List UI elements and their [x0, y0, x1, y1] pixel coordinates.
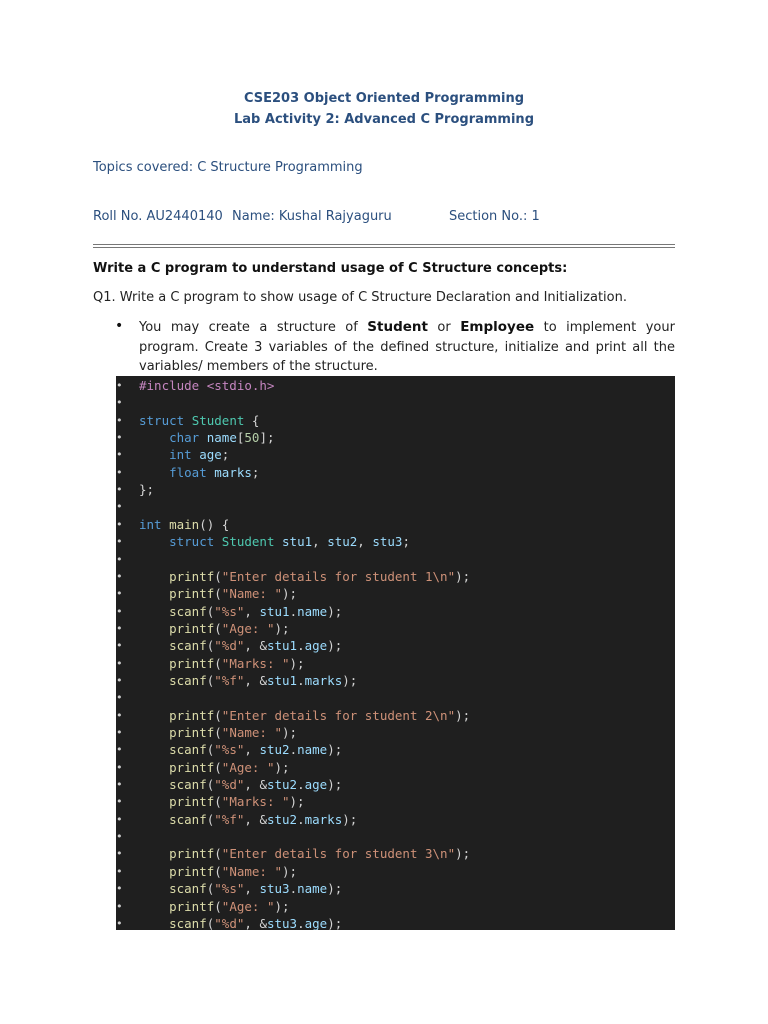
code-token: (	[214, 586, 222, 602]
code-line	[116, 707, 675, 724]
code-token: );	[327, 603, 343, 619]
code-token: "%s"	[214, 742, 245, 758]
code-token	[139, 864, 169, 879]
code-token: int	[139, 516, 170, 532]
code-bullet-icon: •	[116, 882, 123, 896]
code-line	[116, 412, 675, 429]
code-text	[139, 724, 297, 741]
section-number: Section No.: 1	[449, 209, 540, 224]
bold-student: Student	[367, 319, 428, 335]
code-bullet-icon: •	[116, 847, 123, 861]
code-token: );	[282, 586, 298, 602]
code-line	[116, 793, 675, 810]
code-token	[139, 794, 169, 809]
code-token	[139, 447, 169, 462]
code-token: name	[206, 430, 237, 446]
code-token: "%f"	[214, 811, 245, 827]
code-token: scanf	[169, 811, 207, 827]
code-line	[116, 637, 675, 654]
code-token	[139, 638, 169, 653]
bullet-text-part: to implement your program. Create 3 variables of the defined structure, initialize and print all the variables/ members of the structure.	[139, 320, 675, 374]
code-line	[116, 724, 675, 741]
divider-line-top	[93, 244, 675, 245]
code-token: "%s"	[214, 603, 245, 619]
code-token: );	[289, 794, 305, 810]
code-text	[139, 637, 342, 654]
code-token	[139, 673, 169, 688]
code-token: scanf	[169, 603, 207, 619]
code-token	[139, 742, 169, 757]
code-token: , &	[244, 672, 267, 688]
code-text	[139, 446, 229, 463]
code-token: scanf	[169, 742, 207, 758]
code-token: ,	[357, 534, 373, 550]
code-token: printf	[169, 898, 215, 914]
code-token: };	[139, 482, 155, 498]
code-bullet-icon: •	[116, 656, 123, 670]
code-token: (	[214, 725, 222, 740]
code-token: );	[455, 568, 471, 584]
code-token: printf	[169, 759, 215, 775]
code-token: Student	[191, 412, 245, 428]
code-token: .	[297, 915, 305, 930]
code-text	[139, 898, 290, 915]
code-token: .	[297, 672, 305, 688]
code-token: ,	[244, 881, 260, 897]
code-token: );	[327, 638, 343, 654]
code-line	[116, 863, 675, 880]
code-line	[116, 880, 675, 897]
code-line	[116, 689, 675, 706]
code-token: name	[297, 603, 328, 619]
code-text	[139, 464, 259, 481]
code-token: "Age: "	[221, 759, 275, 775]
code-line	[116, 776, 675, 793]
code-line	[116, 394, 675, 411]
code-token: (	[214, 620, 222, 636]
code-bullet-icon: •	[116, 673, 123, 687]
code-token: (	[206, 777, 215, 793]
code-token	[139, 569, 169, 584]
bullet-text-part: You may create a structure of	[139, 320, 368, 335]
code-text	[139, 793, 305, 810]
code-text	[139, 741, 342, 758]
code-token: name	[297, 742, 328, 758]
code-token: );	[327, 742, 343, 758]
code-bullet-icon: •	[116, 569, 123, 583]
code-token: 50	[244, 430, 260, 446]
code-token	[139, 881, 169, 896]
code-text	[139, 429, 275, 446]
code-token: printf	[169, 586, 215, 602]
code-token	[139, 430, 169, 445]
code-bullet-icon: •	[116, 795, 123, 809]
code-line	[116, 603, 675, 620]
code-token: "Age: "	[221, 620, 275, 636]
code-token: "Name: "	[221, 586, 283, 602]
code-text	[139, 655, 305, 672]
code-token: );	[274, 620, 290, 636]
code-token	[139, 846, 169, 861]
code-token: .	[289, 881, 298, 897]
code-line	[116, 620, 675, 637]
code-bullet-icon: •	[116, 396, 123, 410]
code-token: (	[206, 881, 215, 897]
code-token: (	[214, 568, 222, 584]
code-token: );	[282, 863, 298, 879]
code-token: .	[289, 603, 298, 619]
code-token: printf	[169, 863, 215, 879]
code-token: );	[327, 777, 343, 793]
code-token: "%f"	[214, 672, 245, 688]
code-token: scanf	[169, 915, 207, 930]
code-line	[116, 915, 675, 930]
code-text	[139, 603, 342, 620]
code-bullet-icon: •	[116, 379, 123, 392]
code-token: (	[206, 603, 215, 619]
bullet-icon: •	[115, 318, 124, 334]
code-line	[116, 551, 675, 568]
code-token: );	[289, 655, 305, 671]
code-token: main	[169, 516, 200, 532]
code-token: char	[169, 430, 207, 446]
code-token: printf	[169, 794, 215, 810]
code-bullet-icon: •	[116, 604, 123, 618]
code-bullet-icon: •	[116, 916, 123, 930]
code-token: stu1	[266, 638, 298, 654]
code-text	[139, 516, 229, 533]
code-token: #include <stdio.h>	[139, 378, 275, 393]
code-bullet-icon: •	[116, 639, 123, 653]
code-token	[139, 586, 169, 601]
code-token: age	[304, 777, 328, 793]
code-text	[139, 377, 274, 394]
code-token: Student	[221, 534, 283, 550]
code-line	[116, 585, 675, 602]
code-token: float	[169, 464, 215, 480]
code-token: printf	[169, 620, 215, 636]
topics-covered: Topics covered: C Structure Programming	[93, 160, 363, 175]
code-token: marks	[214, 464, 252, 480]
code-line	[116, 741, 675, 758]
code-line	[116, 446, 675, 463]
code-token: stu2	[327, 534, 358, 550]
lab-title: Lab Activity 2: Advanced C Programming	[234, 112, 534, 127]
code-token: stu1	[259, 603, 290, 619]
code-token: stu2	[259, 742, 290, 758]
code-token: age	[304, 638, 328, 654]
code-bullet-icon: •	[116, 812, 123, 826]
code-token	[139, 812, 169, 827]
code-token: (	[214, 707, 222, 723]
code-token	[139, 708, 169, 723]
code-text	[139, 863, 297, 880]
code-bullet-icon: •	[116, 708, 123, 722]
code-token: (	[206, 742, 215, 758]
code-token: "%d"	[214, 777, 245, 793]
bullet-instruction	[139, 318, 675, 377]
code-token: );	[342, 811, 358, 827]
code-token: int	[169, 447, 200, 463]
task-heading: Write a C program to understand usage of C Structure concepts:	[93, 261, 568, 276]
code-token: .	[289, 742, 298, 758]
code-token: struct	[139, 412, 192, 428]
code-token: stu2	[266, 811, 298, 827]
code-token: .	[297, 638, 305, 654]
code-token: "Age: "	[221, 898, 275, 914]
code-token: name	[297, 881, 328, 897]
code-line	[116, 516, 675, 533]
code-line	[116, 898, 675, 915]
code-token: age	[199, 447, 222, 463]
code-text	[139, 672, 357, 689]
code-token: (	[206, 672, 215, 688]
code-line	[116, 464, 675, 481]
code-token: );	[327, 915, 343, 930]
code-bullet-icon: •	[116, 483, 123, 497]
code-bullet-icon: •	[116, 691, 123, 705]
code-bullet-icon: •	[116, 864, 123, 878]
code-token: , &	[244, 915, 267, 930]
code-token: "%d"	[214, 638, 245, 654]
code-line	[116, 759, 675, 776]
code-token: stu1	[266, 672, 298, 688]
code-token: {	[244, 412, 260, 428]
code-token	[139, 760, 169, 775]
question-1: Q1. Write a C program to show usage of C Structure Declaration and Initialization.	[93, 290, 627, 305]
code-token: (	[214, 846, 222, 862]
code-text	[139, 811, 357, 828]
code-text	[139, 568, 470, 585]
code-token: (	[206, 638, 215, 654]
bold-employee: Employee	[460, 319, 535, 335]
code-token: "Enter details for student 1\n"	[221, 568, 456, 584]
divider-line-bottom	[93, 247, 675, 248]
code-line	[116, 811, 675, 828]
code-bullet-icon: •	[116, 431, 123, 445]
code-token	[139, 656, 169, 671]
code-bullet-icon: •	[116, 830, 123, 844]
code-token	[139, 916, 169, 930]
code-token: ,	[244, 603, 260, 619]
code-line	[116, 498, 675, 515]
code-token: struct	[169, 534, 222, 550]
code-token: );	[282, 725, 298, 740]
code-token: printf	[169, 846, 215, 862]
code-text	[139, 759, 290, 776]
code-line	[116, 828, 675, 845]
code-token: stu3	[266, 915, 298, 930]
code-bullet-icon: •	[116, 500, 123, 514]
code-line	[116, 845, 675, 862]
code-token: scanf	[169, 672, 207, 688]
code-token: marks	[304, 811, 343, 827]
code-token: (	[214, 863, 222, 879]
code-text	[139, 707, 470, 724]
code-token: "Name: "	[221, 863, 283, 879]
code-token: (	[206, 811, 215, 827]
code-line	[116, 672, 675, 689]
code-token: "Enter details for student 2\n"	[221, 707, 456, 723]
code-token: , &	[244, 811, 267, 827]
code-token: ,	[312, 534, 328, 550]
code-bullet-icon: •	[116, 621, 123, 635]
code-line	[116, 568, 675, 585]
code-token: (	[214, 655, 222, 671]
code-bullet-icon: •	[116, 587, 123, 601]
code-token: printf	[169, 655, 215, 671]
code-line	[116, 655, 675, 672]
code-text	[139, 915, 342, 930]
code-text	[139, 533, 410, 550]
code-token: );	[342, 672, 358, 688]
code-token: scanf	[169, 777, 207, 793]
code-token: );	[455, 846, 471, 862]
code-token: "Marks: "	[221, 794, 290, 810]
code-token: ];	[259, 430, 275, 446]
code-token: age	[304, 915, 328, 930]
code-line	[116, 533, 675, 550]
code-token: scanf	[169, 638, 207, 654]
code-bullet-icon: •	[116, 465, 123, 479]
code-token: , &	[244, 638, 267, 654]
code-token: ;	[221, 447, 230, 463]
code-token: "Enter details for student 3\n"	[221, 846, 456, 862]
roll-number: Roll No. AU2440140	[93, 209, 223, 224]
code-token: .	[297, 777, 305, 793]
code-token: scanf	[169, 881, 207, 897]
code-bullet-icon: •	[116, 517, 123, 531]
code-bullet-icon: •	[116, 760, 123, 774]
code-token	[139, 899, 169, 914]
code-bullet-icon: •	[116, 778, 123, 792]
code-line	[116, 429, 675, 446]
code-token: printf	[169, 725, 215, 740]
code-token	[139, 777, 169, 792]
code-bullet-icon: •	[116, 899, 123, 913]
code-token: ;	[251, 464, 260, 480]
code-block	[116, 376, 675, 930]
code-token	[139, 621, 169, 636]
bullet-text-part: or	[427, 320, 461, 335]
code-token: stu3	[372, 534, 403, 550]
code-token: );	[455, 707, 471, 723]
code-token: stu1	[282, 534, 313, 550]
code-token: stu2	[266, 777, 298, 793]
code-line	[116, 377, 675, 394]
code-token: );	[274, 759, 290, 775]
code-token: stu3	[259, 881, 290, 897]
code-token: (	[214, 759, 222, 775]
code-text	[139, 880, 342, 897]
code-text	[139, 845, 470, 862]
code-token: );	[274, 898, 290, 914]
code-text	[139, 585, 297, 602]
code-text	[139, 412, 259, 429]
code-token: (	[206, 915, 215, 930]
code-token: () {	[199, 516, 230, 532]
code-token: "Name: "	[221, 725, 283, 740]
code-token: (	[214, 794, 222, 810]
code-token: "Marks: "	[221, 655, 290, 671]
code-token: printf	[169, 568, 215, 584]
code-token: .	[297, 811, 305, 827]
code-token	[139, 534, 169, 549]
code-token: [	[236, 430, 245, 446]
code-token	[139, 604, 169, 619]
code-bullet-icon: •	[116, 413, 123, 427]
code-token	[139, 465, 169, 480]
code-token: "%d"	[214, 915, 245, 930]
code-bullet-icon: •	[116, 535, 123, 549]
code-token: marks	[304, 672, 343, 688]
code-text	[139, 481, 154, 498]
code-line	[116, 481, 675, 498]
code-bullet-icon: •	[116, 726, 123, 739]
code-token: (	[214, 898, 222, 914]
code-token: "%s"	[214, 881, 245, 897]
code-token: , &	[244, 777, 267, 793]
course-title: CSE203 Object Oriented Programming	[243, 91, 525, 106]
code-bullet-icon: •	[116, 552, 123, 566]
student-name: Name: Kushal Rajyaguru	[232, 209, 392, 224]
code-text	[139, 776, 342, 793]
code-token: );	[327, 881, 343, 897]
code-bullet-icon: •	[116, 448, 123, 462]
code-token: printf	[169, 707, 215, 723]
code-token	[139, 725, 169, 740]
code-token: ;	[402, 534, 410, 550]
code-bullet-icon: •	[116, 743, 123, 757]
code-text	[139, 620, 290, 637]
code-token: ,	[244, 742, 260, 758]
